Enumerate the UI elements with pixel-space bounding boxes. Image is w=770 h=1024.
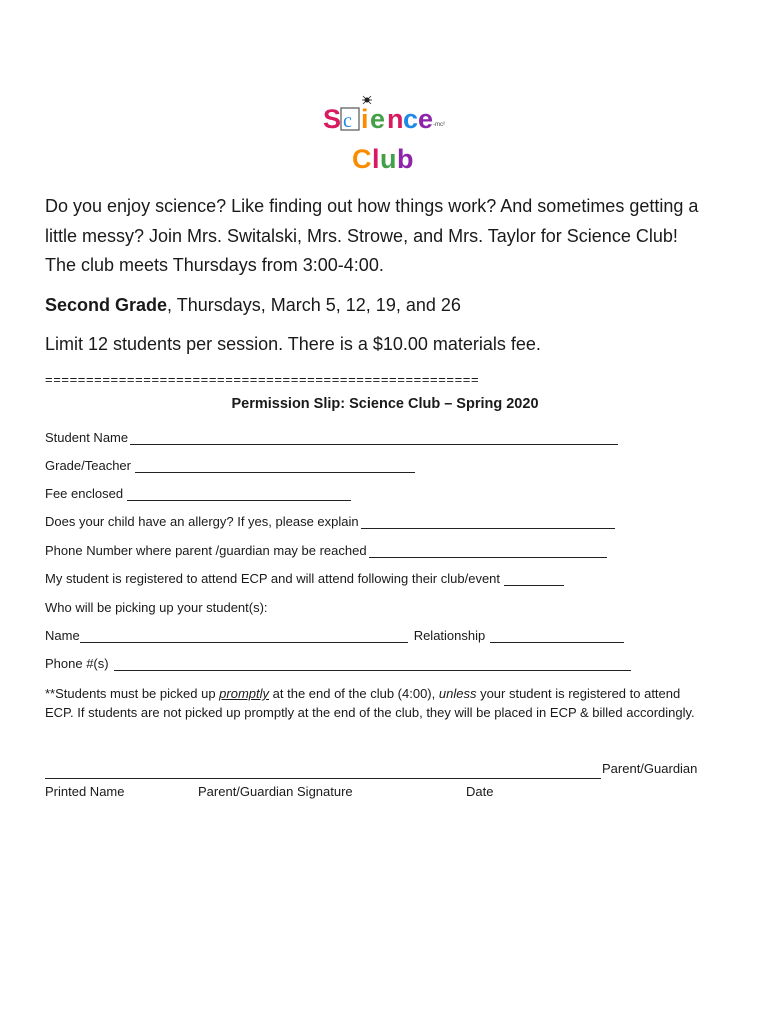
svg-text:c: c (403, 104, 419, 134)
grade-teacher-label: Grade/Teacher (45, 458, 131, 473)
pickup-phone-field[interactable] (114, 657, 631, 671)
parent-phone-row (45, 543, 607, 558)
parent-signature-label: Parent/Guardian Signature (198, 784, 353, 799)
svg-text:C: C (352, 144, 372, 172)
signature-parent-guardian-label: Parent/Guardian (602, 761, 698, 776)
intro-line-3: The club meets Thursdays from 3:00-4:00. (45, 255, 384, 275)
ecp-row (45, 571, 564, 586)
allergy-label: Does your child have an allergy? If yes, please explain (45, 514, 359, 529)
intro-line-2: little messy? Join Mrs. Switalski, Mrs. Strowe, and Mrs. Taylor for Science Club! (45, 225, 678, 246)
logo-mark: -mc² (433, 122, 445, 128)
intro-paragraph (45, 192, 745, 281)
svg-text:b: b (397, 144, 414, 172)
pickup-name-field[interactable] (80, 629, 408, 643)
student-name-field[interactable] (130, 431, 618, 445)
pickup-name-row (45, 628, 624, 643)
fee-enclosed-label: Fee enclosed (45, 486, 124, 501)
student-name-label: Student Name (45, 430, 129, 445)
session-dates: , Thursdays, March 5, 12, 19, and 26 (167, 295, 461, 315)
student-name-row (45, 430, 618, 445)
ecp-label: My student is registered to attend ECP and will attend following their club/event (45, 571, 501, 586)
session-grade: Second Grade (45, 295, 168, 315)
relationship-label: Relationship (413, 628, 486, 643)
fee-enclosed-row (45, 486, 351, 501)
slip-title: Permission Slip: Science Club – Spring 2020 (231, 396, 539, 412)
grade-teacher-field[interactable] (135, 459, 415, 473)
relationship-field[interactable] (490, 629, 624, 643)
pickup-note: **Students must be picked up promptly at the end of the club (4:00), unless your student is registered to attend ECP. If students are not picked up promptly at the end of the club, they will be placed in ECP & billed accordingly. (45, 686, 695, 720)
fee-enclosed-field[interactable] (127, 487, 351, 501)
date-label: Date (466, 784, 494, 799)
parent-phone-field[interactable] (369, 544, 607, 558)
allergy-row (45, 514, 615, 529)
separator: ===================================================== (45, 372, 480, 387)
pickup-name-label: Name (45, 628, 80, 643)
limit-info: Limit 12 students per session. There is a $10.00 materials fee. (45, 334, 541, 354)
printed-name-label: Printed Name (45, 784, 125, 799)
svg-text:u: u (380, 144, 397, 172)
svg-text:i: i (361, 104, 369, 134)
logo-artwork (322, 92, 452, 172)
pickup-row (45, 600, 268, 615)
science-club-logo (322, 92, 452, 172)
logo-letter-s: S (323, 104, 342, 134)
signature-line[interactable] (45, 778, 601, 779)
svg-text:c: c (343, 110, 352, 132)
grade-teacher-row (45, 458, 415, 473)
svg-text:e: e (418, 104, 434, 134)
parent-phone-label: Phone Number where parent /guardian may be reached (45, 543, 367, 558)
pickup-phone-label: Phone #(s) (45, 656, 109, 671)
pickup-label: Who will be picking up your student(s): (45, 600, 268, 615)
svg-text:e: e (370, 104, 386, 134)
allergy-field[interactable] (361, 515, 615, 529)
promptly-emphasis: promptly (219, 686, 270, 701)
svg-text:l: l (372, 144, 380, 172)
unless-emphasis: unless (438, 686, 477, 701)
svg-text:n: n (387, 104, 404, 134)
spider-icon (362, 96, 372, 104)
session-info (45, 293, 745, 317)
intro-line-1: Do you enjoy science? Like finding out how things work? And sometimes getting a (45, 196, 699, 216)
ecp-field[interactable] (504, 572, 564, 586)
pickup-phone-row (45, 656, 631, 671)
